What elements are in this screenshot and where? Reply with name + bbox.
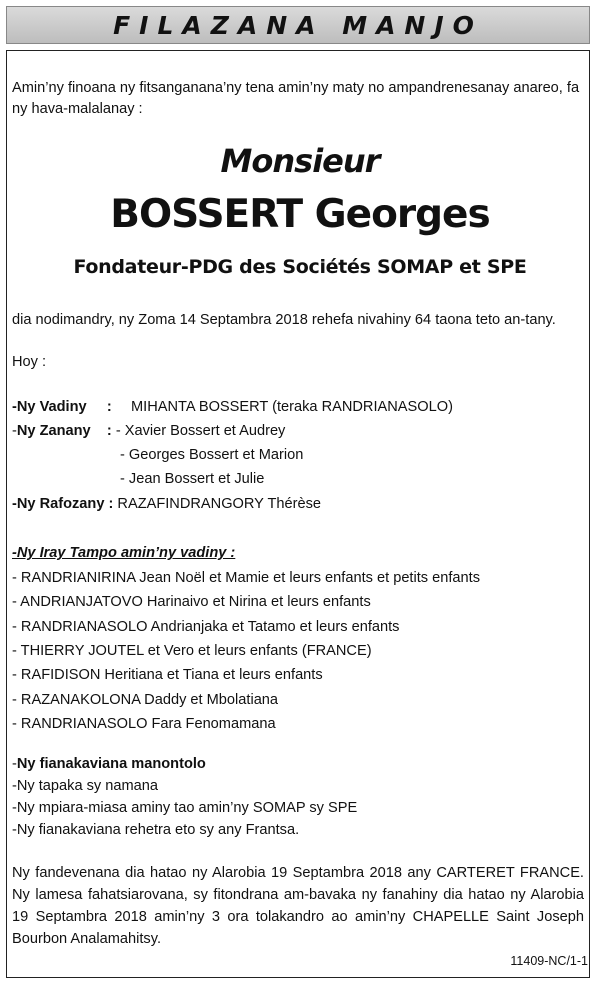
rafozany-label: -Ny Rafozany : bbox=[12, 496, 114, 512]
vadiny-label: -Ny Vadiny : bbox=[12, 399, 112, 415]
others-bold: Ny fianakaviana manontolo bbox=[16, 756, 206, 772]
tampo-item: - RANDRIANASOLO Fara Fenomamana bbox=[12, 716, 276, 732]
intro-text: Amin’ny finoana ny fitsanganana’ny tena amin’ny maty no ampandrenesanay anareo, fa ny hava-malalanay : bbox=[12, 80, 580, 117]
zanany-row bbox=[12, 422, 285, 440]
header-bar bbox=[6, 6, 590, 44]
death-notice: dia nodimandry, ny Zoma 14 Septambra 2018 rehefa nivahiny 64 taona teto an-tany. bbox=[12, 312, 556, 328]
others-item: -Ny fianakaviana rehetra eto sy any Frantsa. bbox=[12, 822, 300, 838]
reference-code: 11409-NC/1-1 bbox=[510, 954, 588, 968]
notice-title: FILAZANA MANJO bbox=[113, 10, 483, 40]
zanany-item: - Xavier Bossert et Audrey bbox=[115, 423, 286, 439]
zanany-item: - Jean Bossert et Julie bbox=[120, 471, 265, 487]
deceased-name: BOSSERT Georges bbox=[110, 192, 490, 237]
rafozany-value: RAZAFINDRANGORY Thérèse bbox=[117, 496, 321, 512]
zanany-prefix: - bbox=[12, 423, 17, 439]
zanany-item: - Georges Bossert et Marion bbox=[120, 447, 304, 463]
others-item: -Ny tapaka sy namana bbox=[12, 778, 159, 794]
vadiny-value: MIHANTA BOSSERT (teraka RANDRIANASOLO) bbox=[131, 399, 453, 415]
tampo-heading: -Ny Iray Tampo amin’ny vadiny : bbox=[12, 545, 236, 561]
zanany-label: Ny Zanany : bbox=[16, 423, 112, 439]
tampo-item: - THIERRY JOUTEL et Vero et leurs enfants (FRANCE) bbox=[12, 643, 372, 659]
rafozany-row bbox=[12, 495, 321, 513]
tampo-item: - RANDRIANASOLO Andrianjaka et Tatamo et leurs enfants bbox=[12, 619, 400, 635]
hoy-label: Hoy : bbox=[12, 354, 47, 370]
ceremony-text: Ny fandevenana dia hatao ny Alarobia 19 Septambra 2018 any CARTERET FRANCE. Ny lamesa fahatsiarovana, sy fitondrana am-bavaka ny fanahiny dia hatao ny Alarobia 19 Septambra 2018 amin’ny 3 ora tolakandro ao amin’ny CHAPELLE Saint Joseph Bourbon Analamahitsy. bbox=[12, 865, 584, 947]
vadiny-row bbox=[12, 398, 453, 416]
others-item: -Ny mpiara-miasa aminy tao amin’ny SOMAP sy SPE bbox=[12, 800, 358, 816]
deceased-role: Fondateur-PDG des Sociétés SOMAP et SPE bbox=[73, 256, 527, 278]
tampo-item: - RAZANAKOLONA Daddy et Mbolatiana bbox=[12, 692, 279, 708]
others-first bbox=[12, 755, 206, 773]
tampo-item: - ANDRIANJATOVO Harinaivo et Nirina et leurs enfants bbox=[12, 594, 371, 610]
deceased-honorific: Monsieur bbox=[220, 142, 380, 180]
tampo-item: - RANDRIANIRINA Jean Noël et Mamie et leurs enfants et petits enfants bbox=[12, 570, 481, 586]
others-prefix: - bbox=[12, 756, 17, 772]
tampo-item: - RAFIDISON Heritiana et Tiana et leurs enfants bbox=[12, 667, 323, 683]
